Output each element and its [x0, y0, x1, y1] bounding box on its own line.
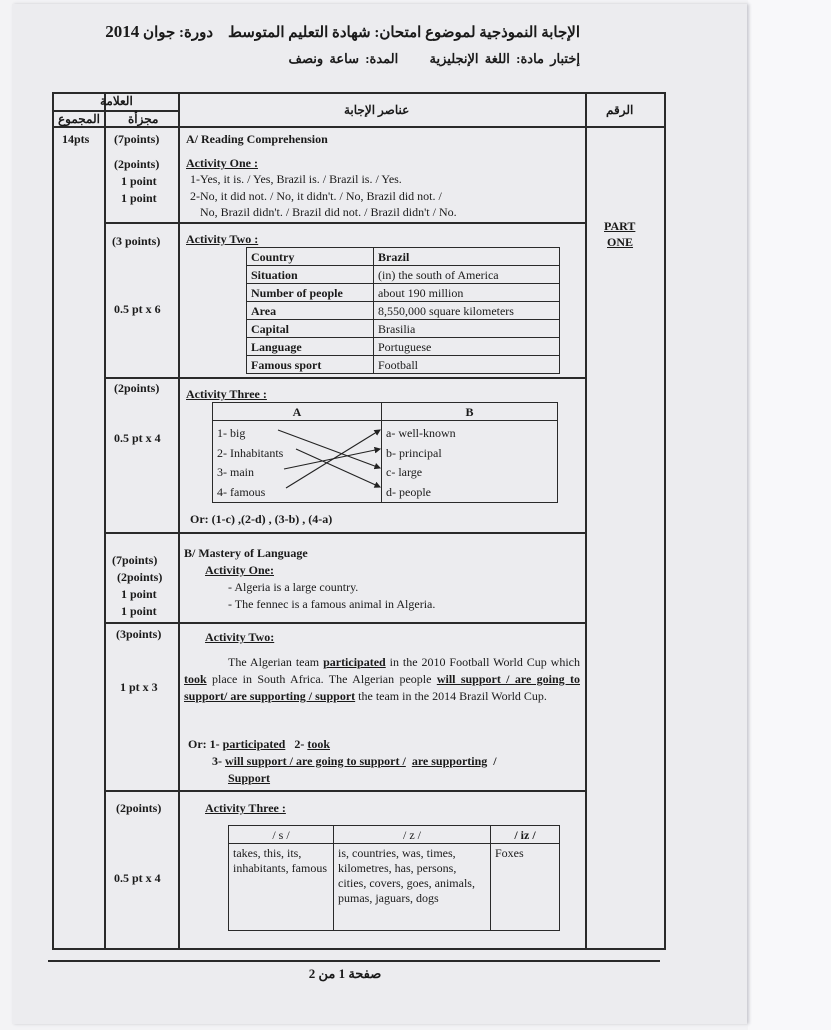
act3-points: (2points)	[114, 381, 160, 395]
or-will-support: will support / are going to support /	[225, 754, 406, 768]
m-act3-scale: 0.5 pt x 4	[114, 871, 161, 885]
row-divider-4	[104, 622, 586, 624]
para-text: in the 2010 Football World Cup which	[385, 655, 580, 669]
header-subject: إختبار مادة: اللغة الإنجليزية	[429, 51, 580, 66]
info-row	[247, 338, 560, 356]
row-divider-5	[104, 790, 586, 792]
act2-title: Activity Two :	[186, 232, 259, 246]
act1-point-1: 1 point	[121, 174, 157, 188]
info-label: Language	[247, 338, 374, 356]
info-label: Area	[247, 302, 374, 320]
m-act2-or-line-2	[212, 754, 497, 769]
header-duration: المدة: ساعة ونصف	[288, 51, 399, 66]
background-strip	[748, 0, 831, 1030]
info-row	[247, 356, 560, 374]
b-item: b- principal	[386, 445, 442, 460]
info-label: Country	[247, 248, 374, 266]
m-act3-title: Activity Three :	[205, 801, 286, 815]
a-item: 2- Inhabitants	[217, 445, 284, 460]
act2-scale: 0.5 pt x 6	[114, 302, 161, 316]
m-act2-title: Activity Two:	[205, 630, 275, 644]
answer-table-frame	[52, 92, 666, 950]
m-act1-points: (2points)	[117, 570, 163, 584]
s-words: takes, this, its, inhabitants, famous	[229, 844, 334, 931]
col-divider-2	[178, 92, 180, 948]
para-text: The Algerian team	[228, 655, 324, 669]
a-item: 3- main	[217, 465, 254, 479]
info-value: 8,550,000 square kilometers	[374, 302, 560, 320]
act3-or-line: Or: (1-c) ,(2-d) , (3-b) , (4-a)	[190, 512, 333, 526]
m-act2-points: (3points)	[116, 627, 162, 641]
m-act1-point-1: 1 point	[121, 587, 157, 601]
info-label: Situation	[247, 266, 374, 284]
info-value: about 190 million	[374, 284, 560, 302]
m-act2-or-support: Support	[228, 771, 271, 785]
info-value: Portuguese	[374, 338, 560, 356]
answer-participated: participated	[323, 655, 386, 669]
col-a-header: A	[213, 403, 382, 421]
a-item: 4- famous	[217, 484, 266, 499]
info-value: Brasilia	[374, 320, 560, 338]
m-act1-title: Activity One:	[205, 563, 274, 577]
footer-rule	[48, 960, 660, 962]
header-title: الإجابة النموذجية لموضوع امتحان: شهادة التعليم المتوسط	[228, 25, 580, 41]
mastery-points: (7points)	[112, 553, 158, 567]
act1-answer-2b: No, Brazil didn't. / Brazil did not. / Brazil didn't / No.	[200, 205, 457, 219]
or-are-supporting: are supporting	[411, 754, 488, 768]
act1-title: Activity One :	[186, 156, 258, 170]
part-label-2: ONE	[607, 235, 634, 249]
total-points: 14pts	[62, 132, 90, 146]
act1-points: (2points)	[114, 157, 160, 171]
m-act2-or-line-1	[188, 737, 330, 752]
or-2-label: 2-	[294, 737, 308, 751]
para-text: the team in the 2014 Brazil World Cup.	[355, 689, 547, 703]
or-label: Or: 1-	[188, 737, 223, 751]
row-divider-3	[104, 532, 586, 534]
header-line-1	[105, 22, 580, 42]
row-divider-2	[104, 377, 586, 379]
header-line-2	[170, 51, 580, 67]
reading-title: A/ Reading Comprehension	[186, 132, 328, 146]
b-item: a- well-known	[386, 426, 456, 440]
act3-scale: 0.5 pt x 4	[114, 431, 161, 445]
iz-words: Foxes	[491, 844, 560, 931]
col-divider-3	[585, 92, 587, 948]
act1-answer-2: 2-No, it did not. / No, it didn't. / No, Brazil did not. /	[190, 189, 442, 203]
m-act2-scale: 1 pt x 3	[120, 680, 158, 694]
col-header-mark: العلامة	[100, 94, 133, 108]
answer-took: took	[184, 672, 207, 686]
info-label: Number of people	[247, 284, 374, 302]
reading-points: (7points)	[114, 132, 160, 146]
para-text: place in South Africa. The Algerian people	[206, 672, 437, 686]
info-row	[247, 320, 560, 338]
col-header-partial: مجزأة	[128, 112, 159, 126]
header-s: / s /	[229, 826, 334, 844]
or-3-label: 3-	[212, 754, 225, 768]
m-act2-paragraph	[184, 654, 580, 705]
or-slash: /	[493, 754, 497, 768]
mastery-title: B/ Mastery of Language	[184, 546, 308, 560]
m-act1-sentence-1: - Algeria is a large country.	[228, 580, 359, 594]
info-row	[247, 248, 560, 266]
info-label: Capital	[247, 320, 374, 338]
info-value: Football	[374, 356, 560, 374]
info-label: Famous sport	[247, 356, 374, 374]
header-year: 2014	[105, 22, 140, 41]
m-act1-sentence-2: - The fennec is a famous animal in Algeria.	[228, 597, 436, 611]
brazil-info-table	[246, 247, 560, 374]
z-words: is, countries, was, times, kilometres, has, persons, cities, covers, goes, animals, pumas, jaguars, dogs	[334, 844, 491, 931]
header-iz: / iz /	[491, 826, 560, 844]
act2-points: (3 points)	[112, 234, 161, 248]
info-value: (in) the south of America	[374, 266, 560, 284]
b-item: d- people	[386, 484, 431, 499]
info-value: Brazil	[374, 248, 560, 266]
header-z: / z /	[334, 826, 491, 844]
m-act3-points: (2points)	[116, 801, 162, 815]
act3-title: Activity Three :	[186, 387, 267, 401]
info-row	[247, 302, 560, 320]
or-took: took	[307, 737, 330, 751]
col-header-total: المجموع	[58, 112, 100, 126]
info-row	[247, 284, 560, 302]
row-divider-1	[104, 222, 586, 224]
page-number: صفحة 1 من 2	[308, 966, 382, 981]
col-header-number: الرقم	[606, 103, 634, 117]
act1-answer-1: 1-Yes, it is. / Yes, Brazil is. / Brazil is. / Yes.	[190, 172, 402, 186]
answer-support: will support / are going to support/ are supporting / support	[184, 672, 580, 703]
col-divider-1	[104, 92, 106, 948]
part-label-1: PART	[604, 219, 636, 233]
info-row	[247, 266, 560, 284]
m-act1-point-2: 1 point	[121, 604, 157, 618]
header-session: دورة: جوان	[143, 25, 214, 41]
a-item: 1- big	[217, 426, 246, 440]
b-item: c- large	[386, 465, 423, 479]
pronunciation-table	[228, 825, 560, 931]
col-b-header: B	[382, 403, 558, 421]
col-header-answer: عناصر الإجابة	[344, 103, 410, 117]
matching-arrows	[276, 420, 388, 500]
col-b-items	[382, 421, 558, 503]
or-participated: participated	[222, 737, 286, 751]
act1-point-2: 1 point	[121, 191, 157, 205]
